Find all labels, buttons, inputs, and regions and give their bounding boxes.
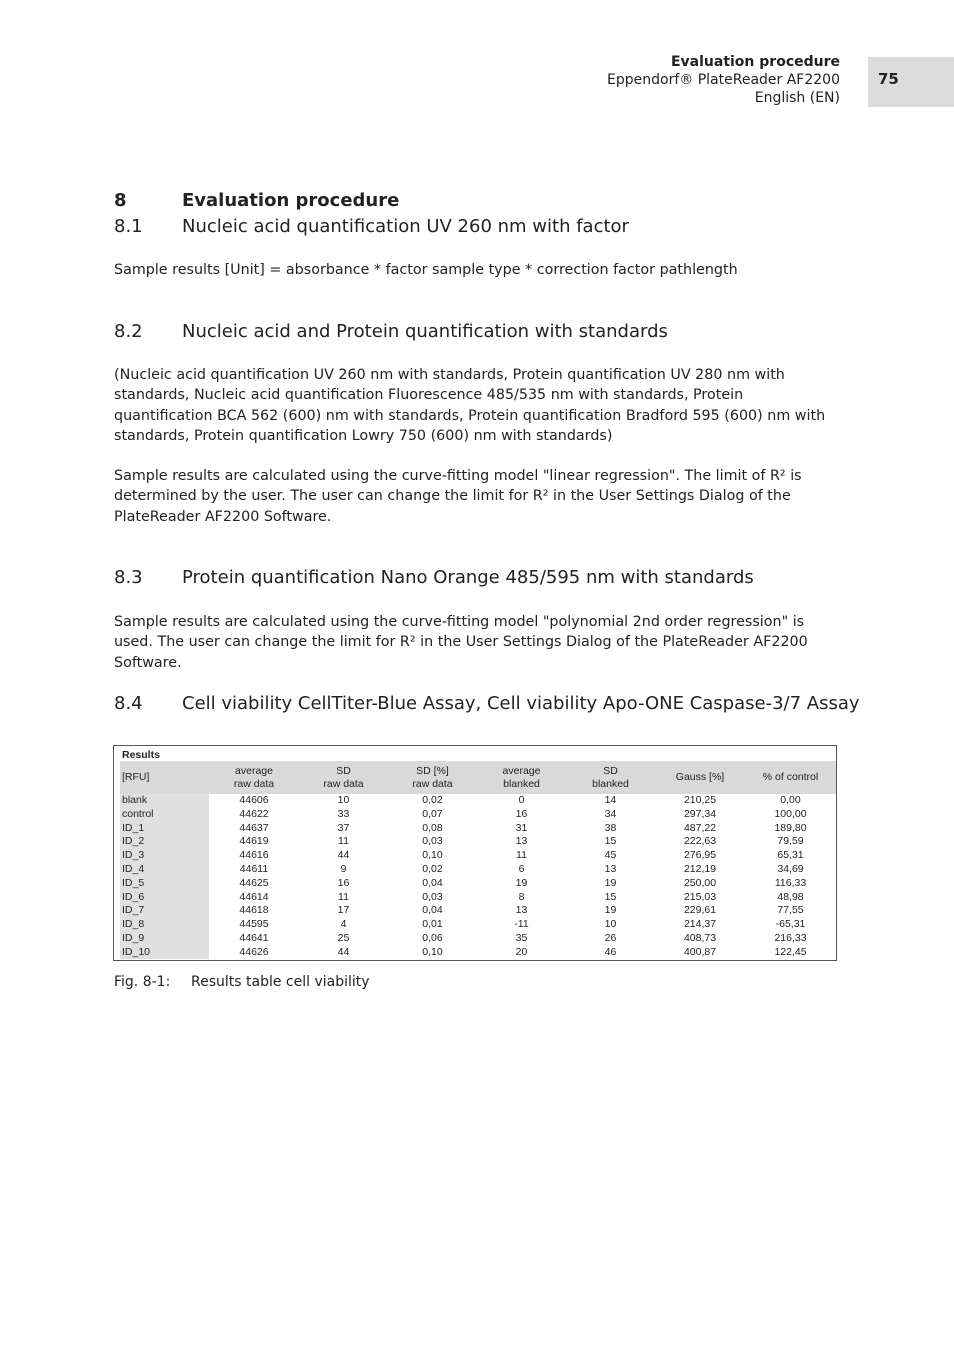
table-cell: 44 (337, 849, 350, 862)
table-cell: 34 (604, 807, 617, 820)
table-cell: 19 (604, 904, 617, 917)
table-cell: 0,02 (422, 794, 443, 806)
table-row (120, 849, 836, 863)
row-label: ID_7 (122, 904, 145, 917)
column-header (209, 761, 299, 794)
column-header-line: raw data (412, 777, 453, 790)
table-cell: 0,10 (422, 849, 443, 862)
table-cell: 0,02 (422, 862, 443, 875)
table-row (120, 891, 836, 905)
table-cell: 25 (337, 931, 350, 944)
running-header (607, 53, 840, 107)
table-cell: 34,69 (777, 862, 804, 875)
table-cell: 189,80 (774, 821, 807, 834)
table-cell: 13 (604, 862, 617, 875)
table-cell: 122,45 (774, 945, 807, 958)
table-cell: 408,73 (683, 931, 717, 944)
paragraph: Sample results are calculated using the curve-fitting model "polynomial 2nd order regression" is used. The user can change the limit for R² in the User Settings Dialog of the PlateReader AF2200 Software. (114, 614, 808, 671)
table-row (120, 877, 836, 891)
section-title: Nucleic acid and Protein quantification with standards (182, 321, 668, 342)
table-cell: 100,00 (774, 807, 807, 820)
table-cell: 11 (516, 849, 527, 862)
table-row (120, 794, 836, 808)
section-heading-8-3 (114, 567, 754, 588)
row-label: ID_10 (122, 945, 151, 958)
table-cell: 15 (604, 890, 617, 903)
table-cell: 0,03 (422, 890, 443, 903)
table-row (120, 904, 836, 918)
table-cell: 0,04 (422, 904, 443, 917)
table-cell: 210,25 (683, 794, 717, 806)
table-cell: 37 (337, 821, 350, 834)
row-label: ID_5 (122, 876, 145, 889)
results-label: Results (122, 749, 160, 761)
column-header-line: raw data (323, 777, 364, 790)
table-cell: 215,03 (683, 890, 717, 903)
table-cell: -65,31 (775, 918, 806, 931)
header-product: Eppendorf® PlateReader AF2200 (607, 72, 840, 88)
table-cell: 222,63 (683, 835, 717, 848)
table-row (120, 863, 836, 877)
table-cell: 44626 (239, 945, 269, 958)
section-number: 8.1 (114, 216, 143, 237)
table-cell: 38 (604, 821, 617, 834)
column-header (566, 761, 655, 794)
table-cell: 212,19 (683, 862, 717, 875)
table-cell: 48,98 (777, 890, 804, 903)
table-cell: 13 (515, 835, 528, 848)
table-cell: 229,61 (683, 904, 717, 917)
page-number: 75 (868, 57, 954, 107)
table-cell: 44622 (239, 807, 269, 820)
column-header-line: blanked (592, 777, 629, 790)
column-header-line: [RFU] (122, 771, 150, 783)
table-cell: 297,34 (683, 807, 717, 820)
row-label: blank (122, 794, 148, 806)
table-cell: 16 (515, 807, 528, 820)
table-cell: 65,31 (777, 849, 804, 862)
table-cell: 216,33 (774, 931, 807, 944)
table-cell: 44 (337, 945, 350, 958)
table-cell: 19 (515, 876, 528, 889)
table-cell: 44595 (239, 918, 269, 931)
column-header-line: average (502, 764, 541, 777)
column-header-line: SD (603, 764, 618, 777)
header-language: English (EN) (754, 90, 840, 106)
row-label: ID_3 (122, 849, 145, 862)
row-label: ID_1 (122, 821, 145, 834)
row-label: ID_4 (122, 862, 145, 875)
table-cell: 250,00 (683, 876, 717, 889)
table-cell: 26 (604, 931, 617, 944)
table-row (120, 918, 836, 932)
table-cell: 9 (340, 862, 347, 875)
table-cell: 44619 (239, 835, 269, 848)
figure-caption-text: Results table cell viability (191, 974, 370, 990)
paragraph: (Nucleic acid quantification UV 260 nm with standards, Protein quantification UV 280 nm with standards, Nucleic acid quantification Fluorescence 485/535 nm with standards, Protein quantification BCA 562 (600) nm with standards, Protein quantification Bradford 595 (600) nm with standards, Protein quantification Lowry 750 (600) nm with standards) (114, 367, 826, 444)
table-cell: 0 (518, 794, 525, 806)
table-cell: 44618 (239, 904, 269, 917)
figure-caption (114, 974, 370, 990)
table-cell: 0,04 (422, 876, 443, 889)
table-cell: 19 (604, 876, 617, 889)
table-cell: 0,10 (422, 945, 443, 958)
paragraph: Sample results are calculated using the curve-fitting model "linear regression". The limit of R² is determined by the user. The user can change the limit for R² in the User Settings Dialog of the PlateReader AF2200 Software. (114, 468, 802, 525)
table-cell: 8 (518, 890, 525, 903)
table-cell: 4 (340, 918, 347, 931)
table-cell: 79,59 (777, 835, 804, 848)
table-row (120, 835, 836, 849)
column-header (120, 761, 209, 794)
table-cell: 0,07 (422, 807, 443, 820)
table-row (120, 932, 836, 946)
table-cell: 35 (515, 931, 528, 944)
section-heading-8-4 (114, 693, 860, 714)
column-header-line: average (235, 764, 273, 777)
table-cell: 6 (518, 862, 525, 875)
table-cell: 400,87 (683, 945, 717, 958)
column-header-line: % of control (762, 771, 819, 783)
table-cell: 276,95 (683, 849, 717, 862)
paragraph: Sample results [Unit] = absorbance * factor sample type * correction factor pathlength (114, 262, 738, 278)
table-cell: -11 (514, 918, 529, 931)
table-cell: 0,01 (422, 918, 443, 931)
table-cell: 44611 (239, 862, 269, 875)
table-cell: 44614 (239, 890, 269, 903)
table-cell: 44606 (239, 794, 269, 806)
table-cell: 14 (604, 794, 617, 806)
table-cell: 77,55 (777, 904, 804, 917)
table-cell: 17 (337, 904, 350, 917)
section-heading-8-1 (114, 216, 629, 237)
row-label: ID_9 (122, 931, 145, 944)
table-cell: 46 (604, 945, 617, 958)
table-cell: 44616 (239, 849, 269, 862)
chapter-number: 8 (114, 190, 127, 211)
table-cell: 0,08 (422, 821, 443, 834)
table-cell: 214,37 (683, 918, 717, 931)
chapter-title: Evaluation procedure (182, 190, 400, 211)
column-header (477, 761, 566, 794)
section-number: 8.3 (114, 567, 143, 588)
table-cell: 16 (337, 876, 350, 889)
table-cell: 20 (515, 945, 528, 958)
table-cell: 44625 (239, 876, 269, 889)
section-title: Protein quantification Nano Orange 485/595 nm with standards (182, 567, 754, 588)
results-table-figure (113, 745, 837, 961)
table-cell: 10 (604, 918, 617, 931)
table-cell: 13 (515, 904, 528, 917)
table-cell: 45 (604, 849, 617, 862)
table-cell: 11 (338, 835, 349, 848)
table-cell: 10 (337, 794, 350, 806)
column-header (745, 761, 836, 794)
column-header-line: blanked (503, 777, 540, 790)
table-cell: 0,00 (780, 794, 801, 806)
section-title: Nucleic acid quantification UV 260 nm with factor (182, 216, 629, 237)
table-cell: 0,03 (422, 835, 443, 848)
table-cell: 44641 (239, 931, 269, 944)
column-header (299, 761, 388, 794)
section-number: 8.2 (114, 321, 143, 342)
row-label: ID_6 (122, 890, 145, 903)
table-cell: 15 (604, 835, 617, 848)
figure-number: Fig. 8-1: (114, 974, 171, 990)
results-table (120, 761, 836, 960)
chapter-heading (114, 190, 399, 211)
table-cell: 44637 (239, 821, 269, 834)
table-cell: 31 (515, 821, 528, 834)
header-section-title: Evaluation procedure (670, 54, 840, 70)
column-header-line: SD (336, 764, 351, 777)
row-label: ID_2 (122, 835, 145, 848)
table-row (120, 946, 836, 960)
column-header-line: Gauss [%] (675, 771, 725, 783)
row-label: ID_8 (122, 918, 145, 931)
section-heading-8-2 (114, 321, 668, 342)
table-cell: 0,06 (422, 931, 443, 944)
table-row (120, 808, 836, 822)
column-header-line: SD [%] (416, 764, 449, 777)
column-header (655, 761, 745, 794)
table-cell: 116,33 (774, 876, 807, 889)
column-header (388, 761, 477, 794)
section-number: 8.4 (114, 693, 143, 714)
column-header-line: raw data (233, 777, 275, 790)
table-cell: 33 (337, 807, 350, 820)
table-cell: 487,22 (683, 821, 717, 834)
table-cell: 11 (338, 890, 349, 903)
section-title: Cell viability CellTiter-Blue Assay, Cell viability Apo-ONE Caspase-3/7 Assay (182, 693, 860, 714)
row-label: control (122, 807, 154, 820)
table-row (120, 822, 836, 836)
